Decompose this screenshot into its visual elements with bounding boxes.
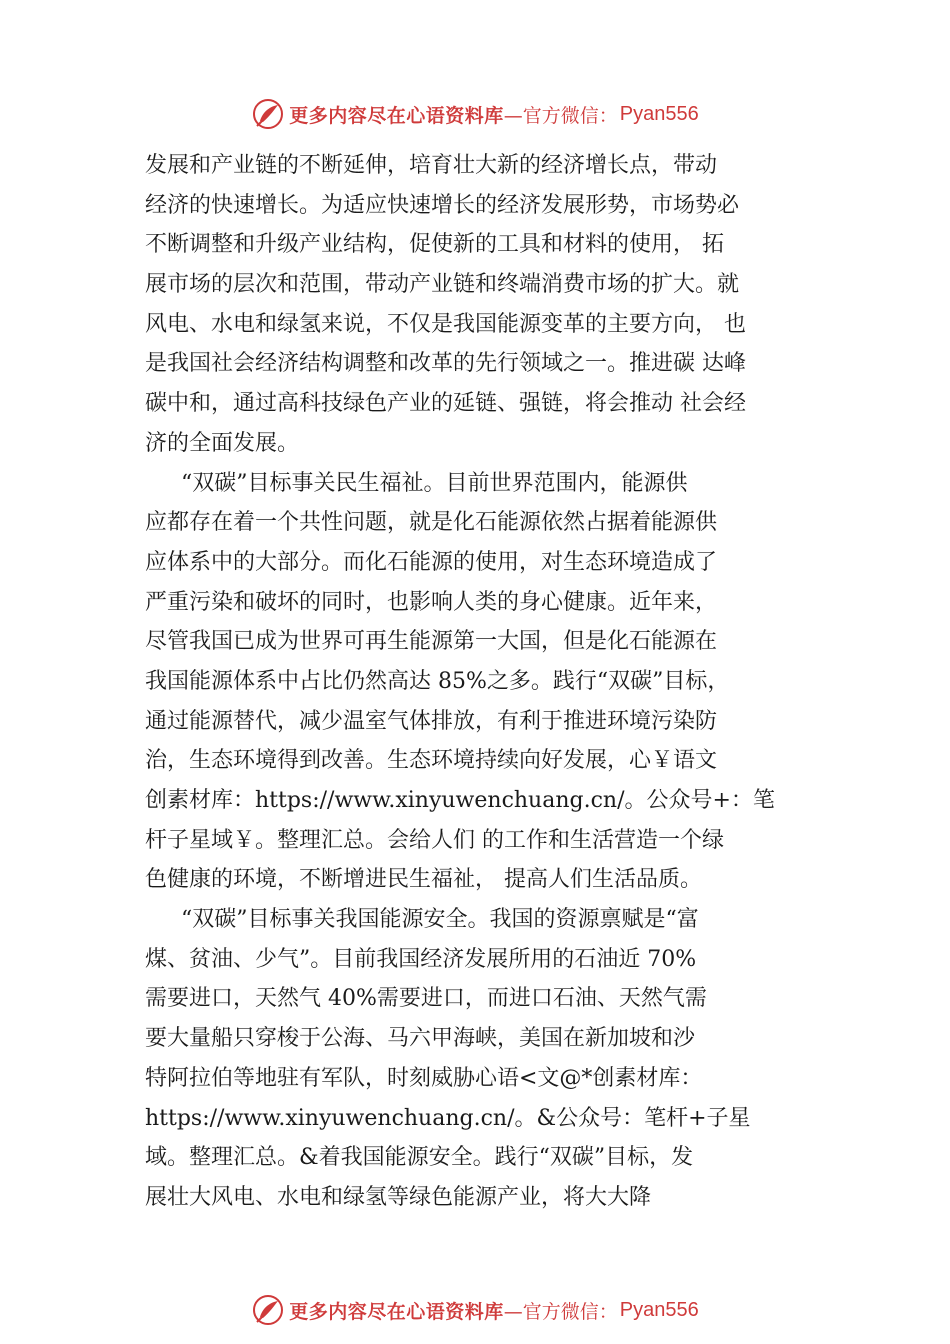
text-line: 展壮大风电、水电和绿氢等绿色能源产业，将大大降 xyxy=(145,1184,652,1210)
text-line: https://www.xinyuwenchuang.cn/。&公众号：笔杆+子星 xyxy=(145,1105,751,1131)
banner-official-text: —官方微信： xyxy=(503,1300,618,1323)
logo-icon xyxy=(251,1293,285,1327)
text-line: 治，生态环境得到改善。生态环境持续向好发展，心￥语文 xyxy=(145,748,718,774)
document-body xyxy=(145,146,835,1218)
text-line: 应都存在着一个共性问题，就是化石能源依然占据着能源供 xyxy=(145,510,718,536)
logo-icon xyxy=(251,97,285,131)
text-line: 风电、水电和绿氢来说，不仅是我国能源变革的主要方向， 也 xyxy=(145,311,746,337)
text-line: 应体系中的大部分。而化石能源的使用，对生态环境造成了 xyxy=(145,549,718,575)
text-line: 碳中和，通过高科技绿色产业的延链、强链，将会推动 社会经 xyxy=(145,391,746,417)
banner-wechat-id: Pyan556 xyxy=(619,102,699,125)
text-line: 煤、贫油、少气”。目前我国经济发展所用的石油近 70% xyxy=(145,946,697,972)
text-line: 我国能源体系中占比仍然高达 85%之多。践行“双碳”目标， xyxy=(145,668,730,694)
text-line: 严重污染和破坏的同时，也影响人类的身心健康。近年来， xyxy=(145,589,718,615)
text-line: 需要进口，天然气 40%需要进口，而进口石油、天然气需 xyxy=(145,986,707,1012)
text-line: 创素材库：https://www.xinyuwenchuang.cn/。公众号+：笔 xyxy=(145,788,775,813)
banner-official-text: —官方微信： xyxy=(503,104,618,127)
text-line: 济的全面发展。 xyxy=(145,430,300,456)
footer-banner xyxy=(0,1290,950,1330)
text-line: 域。整理汇总。&着我国能源安全。践行“双碳”目标，发 xyxy=(145,1145,694,1171)
header-banner xyxy=(0,94,950,134)
text-line: 特阿拉伯等地驻有军队，时刻威胁心语<文@*创素材库： xyxy=(145,1065,703,1091)
text-line: 是我国社会经济结构调整和改革的先行领域之一。推进碳 达峰 xyxy=(145,351,746,377)
text-line: 杆子星域￥。整理汇总。会给人们 的工作和生活营造一个绿 xyxy=(145,827,724,853)
banner-main-text: 更多内容尽在心语资料库 xyxy=(289,1300,504,1323)
text-line: “双碳”目标事关我国能源安全。我国的资源禀赋是“富 xyxy=(181,907,699,933)
text-line: 色健康的环境，不断增进民生福祉， 提高人们生活品质。 xyxy=(145,867,702,893)
text-line: 经济的快速增长。为适应快速增长的经济发展形势，市场势必 xyxy=(145,192,740,218)
banner-wechat-id: Pyan556 xyxy=(619,1298,699,1321)
text-line: 尽管我国已成为世界可再生能源第一大国，但是化石能源在 xyxy=(145,629,718,655)
text-line: 发展和产业链的不断延伸，培育壮大新的经济增长点，带动 xyxy=(145,153,718,178)
text-line: 不断调整和升级产业结构，促使新的工具和材料的使用， 拓 xyxy=(145,232,724,258)
text-line: 要大量船只穿梭于公海、马六甲海峡，美国在新加坡和沙 xyxy=(145,1026,696,1052)
text-line: 展市场的层次和范围，带动产业链和终端消费市场的扩大。就 xyxy=(145,272,740,298)
text-line: “双碳”目标事关民生福祉。目前世界范围内，能源供 xyxy=(181,470,688,496)
banner-main-text: 更多内容尽在心语资料库 xyxy=(289,104,504,127)
text-line: 通过能源替代，减少温室气体排放，有利于推进环境污染防 xyxy=(145,708,718,734)
